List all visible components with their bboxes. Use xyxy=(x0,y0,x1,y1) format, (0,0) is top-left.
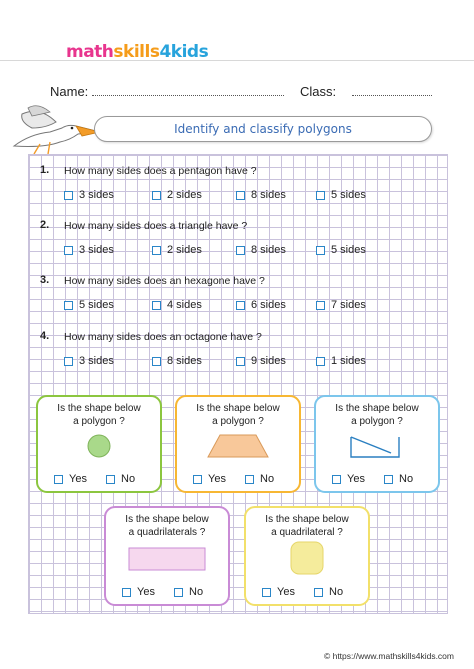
shape-outline xyxy=(208,435,268,457)
answer-option[interactable] xyxy=(316,355,366,367)
checkbox[interactable] xyxy=(54,475,63,484)
answer-option[interactable] xyxy=(236,244,286,256)
no-option[interactable] xyxy=(384,473,413,485)
name-label: Name: xyxy=(50,84,89,99)
card-question-line1: Is the shape below xyxy=(265,514,349,525)
shape-outline xyxy=(291,542,323,574)
checkbox[interactable] xyxy=(106,475,115,484)
class-label: Class: xyxy=(300,84,337,99)
checkbox[interactable] xyxy=(152,246,161,255)
no-option[interactable] xyxy=(106,473,135,485)
question-number: 4. xyxy=(40,330,50,342)
logo-part-math: math xyxy=(66,42,114,62)
question-number: 1. xyxy=(40,164,50,176)
option-label: 1 sides xyxy=(331,355,366,367)
rounded-square-shape xyxy=(246,540,368,576)
checkbox[interactable] xyxy=(174,588,183,597)
trapezoid-shape xyxy=(177,429,299,465)
answer-option[interactable] xyxy=(64,189,114,201)
shape-question-card xyxy=(314,395,440,493)
shape-question-card xyxy=(175,395,301,493)
answer-label: Yes xyxy=(208,473,226,485)
shape-outline xyxy=(129,548,205,570)
option-label: 8 sides xyxy=(167,355,202,367)
answer-option[interactable] xyxy=(152,299,202,311)
question-text: How many sides does a triangle have ? xyxy=(64,220,248,232)
option-label: 3 sides xyxy=(79,355,114,367)
checkbox[interactable] xyxy=(245,475,254,484)
answer-label: No xyxy=(399,473,414,485)
shape-question-card xyxy=(36,395,162,493)
no-option[interactable] xyxy=(174,586,203,598)
answer-label: Yes xyxy=(347,473,365,485)
yes-option[interactable] xyxy=(193,473,226,485)
checkbox[interactable] xyxy=(316,301,325,310)
card-question-line2: a polygon ? xyxy=(351,416,403,427)
checkbox[interactable] xyxy=(316,246,325,255)
yes-option[interactable] xyxy=(262,586,295,598)
option-label: 7 sides xyxy=(331,299,366,311)
yes-option[interactable] xyxy=(332,473,365,485)
logo-part-skills: skills xyxy=(113,42,160,62)
card-question-line2: a polygon ? xyxy=(73,416,125,427)
question-number: 3. xyxy=(40,274,50,286)
diagonal-edge xyxy=(351,437,391,453)
answer-label: Yes xyxy=(277,586,295,598)
checkbox[interactable] xyxy=(332,475,341,484)
card-question-line1: Is the shape below xyxy=(125,514,209,525)
circle-shape xyxy=(38,429,160,465)
checkbox[interactable] xyxy=(316,357,325,366)
name-field[interactable] xyxy=(92,95,284,96)
checkbox[interactable] xyxy=(64,191,73,200)
checkbox[interactable] xyxy=(236,301,245,310)
open-triangle-shape xyxy=(316,429,438,465)
question-text: How many sides does an hexagone have ? xyxy=(64,275,265,287)
card-question-line2: a polygon ? xyxy=(212,416,264,427)
card-question-line2: a quadrilaterals ? xyxy=(128,527,206,538)
option-label: 3 sides xyxy=(79,189,114,201)
option-label: 9 sides xyxy=(251,355,286,367)
answer-option[interactable] xyxy=(236,189,286,201)
card-question-line1: Is the shape below xyxy=(57,403,141,414)
answer-option[interactable] xyxy=(152,355,202,367)
answer-option[interactable] xyxy=(316,299,366,311)
yes-option[interactable] xyxy=(54,473,87,485)
option-label: 5 sides xyxy=(331,189,366,201)
answer-option[interactable] xyxy=(152,189,202,201)
question-number: 2. xyxy=(40,219,50,231)
card-question-line1: Is the shape below xyxy=(335,403,419,414)
card-question-line2: a quadrilateral ? xyxy=(271,527,343,538)
answer-option[interactable] xyxy=(64,355,114,367)
shape-outline xyxy=(88,435,110,457)
checkbox[interactable] xyxy=(152,191,161,200)
option-label: 5 sides xyxy=(79,299,114,311)
answer-label: No xyxy=(329,586,344,598)
checkbox[interactable] xyxy=(236,246,245,255)
yes-option[interactable] xyxy=(122,586,155,598)
answer-option[interactable] xyxy=(64,244,114,256)
answer-option[interactable] xyxy=(236,355,286,367)
option-label: 2 sides xyxy=(167,189,202,201)
answer-option[interactable] xyxy=(236,299,286,311)
answer-label: No xyxy=(260,473,275,485)
option-label: 3 sides xyxy=(79,244,114,256)
question-text: How many sides does an octagone have ? xyxy=(64,331,262,343)
answer-label: Yes xyxy=(69,473,87,485)
answer-label: No xyxy=(189,586,204,598)
rectangle-shape xyxy=(106,540,228,576)
logo xyxy=(66,42,208,62)
option-label: 4 sides xyxy=(167,299,202,311)
shape-question-card xyxy=(104,506,230,606)
shape-question-card xyxy=(244,506,370,606)
checkbox[interactable] xyxy=(262,588,271,597)
answer-label: Yes xyxy=(137,586,155,598)
checkbox[interactable] xyxy=(193,475,202,484)
no-option[interactable] xyxy=(314,586,343,598)
checkbox[interactable] xyxy=(316,191,325,200)
checkbox[interactable] xyxy=(122,588,131,597)
answer-option[interactable] xyxy=(316,244,366,256)
checkbox[interactable] xyxy=(236,191,245,200)
answer-option[interactable] xyxy=(316,189,366,201)
checkbox[interactable] xyxy=(64,246,73,255)
answer-option[interactable] xyxy=(152,244,202,256)
checkbox[interactable] xyxy=(64,357,73,366)
option-label: 8 sides xyxy=(251,244,286,256)
class-field[interactable] xyxy=(352,95,432,96)
checkbox[interactable] xyxy=(152,357,161,366)
no-option[interactable] xyxy=(245,473,274,485)
answer-label: No xyxy=(121,473,136,485)
question-text: How many sides does a pentagon have ? xyxy=(64,165,257,177)
logo-part-4kids: 4kids xyxy=(159,42,209,62)
checkbox[interactable] xyxy=(314,588,323,597)
checkbox[interactable] xyxy=(64,301,73,310)
pelican-illustration xyxy=(10,98,102,156)
card-question-line1: Is the shape below xyxy=(196,403,280,414)
worksheet-title: Identify and classify polygons xyxy=(94,116,432,142)
checkbox[interactable] xyxy=(236,357,245,366)
option-label: 8 sides xyxy=(251,189,286,201)
checkbox[interactable] xyxy=(384,475,393,484)
option-label: 2 sides xyxy=(167,244,202,256)
option-label: 5 sides xyxy=(331,244,366,256)
option-label: 6 sides xyxy=(251,299,286,311)
answer-option[interactable] xyxy=(64,299,114,311)
checkbox[interactable] xyxy=(152,301,161,310)
footer-credit: © https://www.mathskills4kids.com xyxy=(323,651,454,661)
